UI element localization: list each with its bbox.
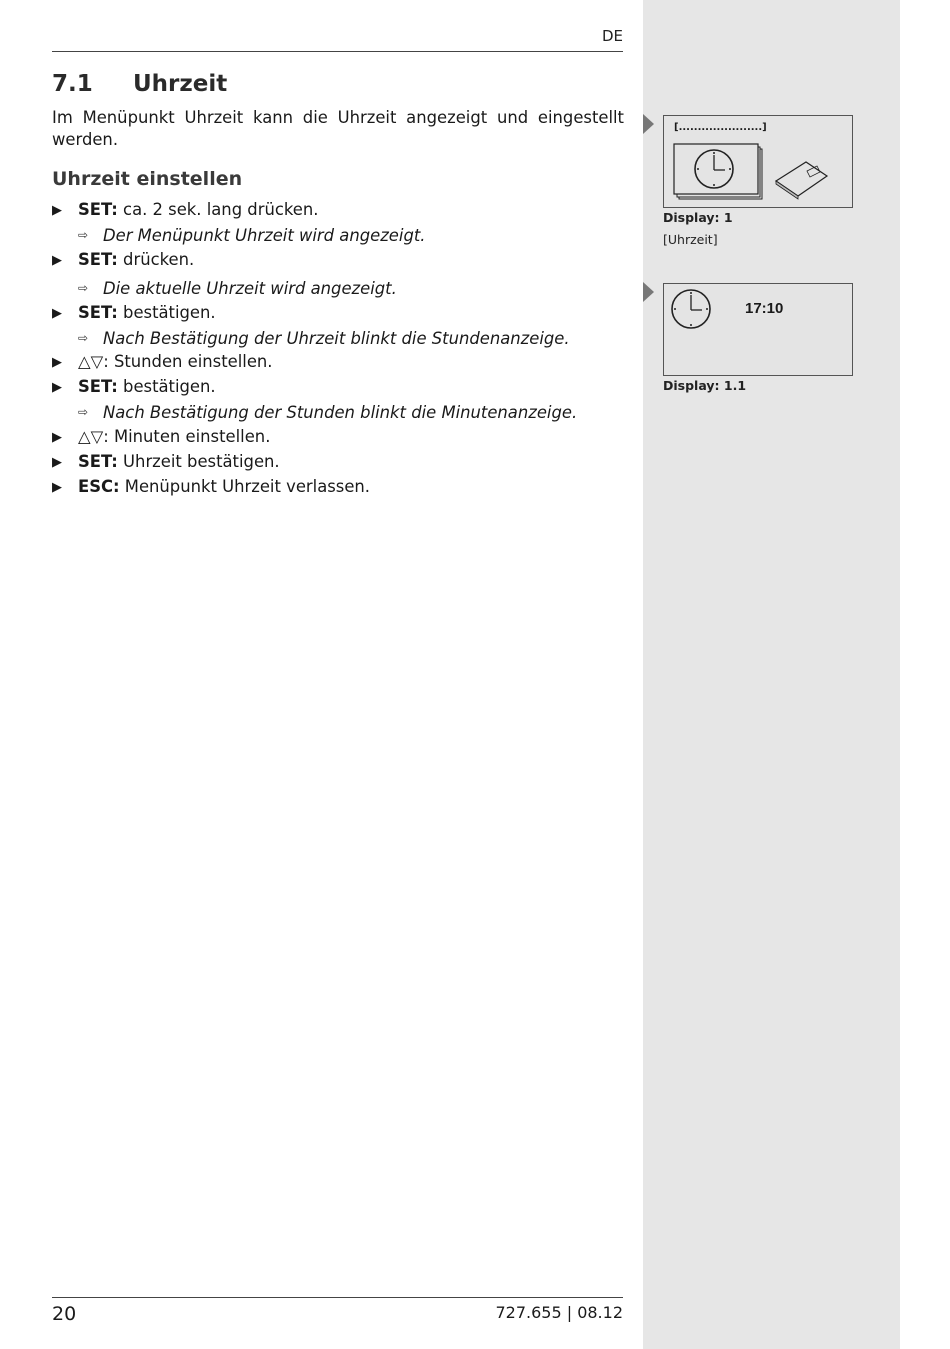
bullet-icon: ▶: [52, 430, 62, 445]
step-key: SET:: [78, 250, 118, 269]
footer-rule: [52, 1297, 623, 1298]
step-key: △▽: [78, 427, 104, 446]
page-number: 20: [52, 1303, 77, 1325]
tablet-icon: [664, 116, 854, 209]
display-1: [663, 115, 853, 208]
result-1: [78, 225, 425, 246]
result-arrow-icon: ⇨: [78, 228, 89, 242]
result-arrow-icon: ⇨: [78, 405, 89, 419]
step-6: [52, 427, 270, 448]
bullet-icon: ▶: [52, 306, 62, 321]
display-1-subcaption: [Uhrzeit]: [663, 232, 718, 247]
bullet-icon: ▶: [52, 355, 62, 370]
step-key: SET:: [78, 452, 118, 471]
result-text: Der Menüpunkt Uhrzeit wird angezeigt.: [103, 226, 426, 245]
display-2: [663, 283, 853, 376]
step-text: Menüpunkt Uhrzeit verlassen.: [119, 477, 370, 496]
step-text: bestätigen.: [117, 303, 216, 322]
document-reference: 727.655 | 08.12: [495, 1303, 623, 1322]
step-key: △▽: [78, 352, 104, 371]
section-title: [52, 71, 227, 97]
step-key: ESC:: [78, 477, 120, 496]
step-text: Uhrzeit bestätigen.: [117, 452, 280, 471]
step-text: drücken.: [117, 250, 195, 269]
display-1-pointer-icon: [643, 114, 654, 134]
bullet-icon: ▶: [52, 480, 62, 495]
step-key: SET:: [78, 303, 118, 322]
result-4: [78, 402, 577, 423]
display-2-time: 17:10: [745, 300, 784, 317]
section-number: 7.1: [52, 71, 93, 97]
subheading: Uhrzeit einstellen: [52, 168, 243, 190]
step-key: SET:: [78, 377, 118, 396]
bullet-icon: ▶: [52, 455, 62, 470]
result-text: Nach Bestätigung der Uhrzeit blinkt die Stundenanzeige.: [103, 329, 570, 348]
bullet-icon: ▶: [52, 203, 62, 218]
step-1: [52, 200, 318, 221]
step-8: [52, 477, 370, 498]
result-text: Die aktuelle Uhrzeit wird angezeigt.: [103, 279, 397, 298]
display-1-caption: Display: 1: [663, 210, 733, 225]
result-2: [78, 278, 397, 299]
section-heading: Uhrzeit: [133, 71, 228, 97]
display-1-dots: [......................]: [674, 122, 767, 133]
intro-paragraph: Im Menüpunkt Uhrzeit kann die Uhrzeit angezeigt und eingestellt werden.: [52, 108, 624, 149]
header-rule: [52, 51, 623, 52]
clock-icon: [664, 284, 854, 377]
display-2-caption: Display: 1.1: [663, 378, 747, 393]
bullet-icon: ▶: [52, 253, 62, 268]
language-code: DE: [601, 27, 623, 45]
step-5: [52, 377, 216, 398]
display-2-pointer-icon: [643, 282, 654, 302]
step-2: [52, 250, 194, 271]
bullet-icon: ▶: [52, 380, 62, 395]
result-3: [78, 328, 570, 349]
result-text: Nach Bestätigung der Stunden blinkt die Minutenanzeige.: [103, 403, 578, 422]
step-7: [52, 452, 280, 473]
step-key: SET:: [78, 200, 118, 219]
result-arrow-icon: ⇨: [78, 281, 89, 295]
step-3: [52, 303, 216, 324]
step-text: bestätigen.: [117, 377, 216, 396]
step-text: ca. 2 sek. lang drücken.: [117, 200, 319, 219]
result-arrow-icon: ⇨: [78, 331, 89, 345]
step-text: : Stunden einstellen.: [103, 352, 273, 371]
step-4: [52, 352, 273, 373]
step-text: : Minuten einstellen.: [103, 427, 271, 446]
